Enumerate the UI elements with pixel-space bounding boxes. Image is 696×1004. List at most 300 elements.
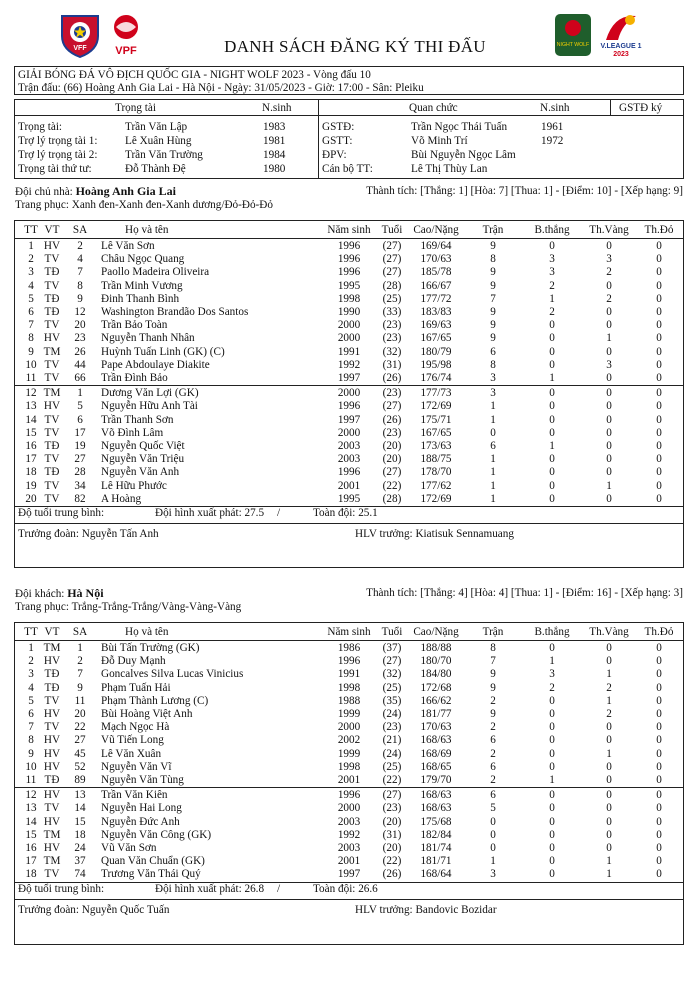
player-matches: 3 (490, 868, 496, 881)
player-height-weight: 177/73 (420, 387, 452, 400)
player-vt: TĐ (44, 668, 60, 681)
player-vt: TV (44, 358, 60, 371)
player-vt: TV (44, 694, 60, 707)
player-name: Nguyễn Văn Anh (101, 466, 180, 479)
player-sa: 27 (74, 734, 86, 747)
player-height-weight: 180/79 (420, 345, 452, 358)
player-red-cards: 0 (656, 400, 662, 413)
player-sa: 45 (74, 747, 86, 760)
vleague-logo-year: 2023 (613, 51, 629, 58)
player-matches: 9 (490, 266, 496, 279)
column-header-sa: SA (72, 224, 88, 236)
player-vt: HV (43, 708, 61, 720)
player-goals: 1 (549, 440, 555, 452)
manager-divider (15, 899, 683, 900)
player-birth-year: 1996 (337, 789, 361, 802)
home-player-table (14, 220, 684, 568)
player-name: Lê Văn Sơn (101, 240, 155, 252)
player-birth-year: 2000 (337, 802, 361, 815)
player-goals: 0 (549, 492, 555, 505)
player-name: Goncalves Silva Lucas Vinicius (101, 668, 244, 681)
player-age: (20) (382, 453, 402, 466)
player-red-cards: 0 (656, 279, 662, 292)
player-yellow-cards: 1 (606, 855, 612, 868)
player-height-weight: 172/68 (420, 681, 452, 694)
player-tt: 7 (28, 721, 34, 734)
player-height-weight: 195/98 (420, 358, 452, 371)
player-age: (37) (382, 642, 402, 654)
average-age-starters: Đội hình xuất phát: 26.8 (155, 882, 265, 895)
player-age: (23) (382, 721, 402, 734)
player-matches: 0 (490, 815, 496, 828)
player-tt: 16 (25, 440, 37, 452)
player-yellow-cards: 0 (606, 721, 612, 734)
player-sa: 52 (74, 760, 86, 773)
player-red-cards: 0 (656, 789, 662, 802)
player-yellow-cards: 2 (606, 681, 612, 694)
player-vt: TĐ (44, 681, 60, 694)
player-name: Phạm Thành Lương (C) (101, 694, 209, 707)
player-height-weight: 166/62 (420, 694, 452, 707)
column-header-name: Họ và tên (125, 224, 169, 236)
player-vt: HV (43, 842, 61, 854)
player-birth-year: 2003 (337, 440, 361, 452)
player-birth-year: 1998 (337, 760, 361, 773)
vpf-logo (108, 12, 144, 58)
player-yellow-cards: 2 (606, 708, 612, 720)
player-sa: 20 (74, 708, 86, 720)
column-header-height-weight: Cao/Nặng (413, 626, 459, 638)
player-age: (35) (382, 694, 402, 707)
starters-subs-divider (15, 787, 683, 788)
player-birth-year: 2003 (337, 842, 361, 854)
player-tt: 8 (28, 332, 34, 345)
player-matches: 5 (490, 802, 496, 815)
player-red-cards: 0 (656, 492, 662, 505)
player-yellow-cards: 0 (606, 828, 612, 841)
player-red-cards: 0 (656, 479, 662, 492)
officials-header-nsinh-2: N.sinh (540, 102, 570, 114)
player-red-cards: 0 (656, 372, 662, 384)
player-name: Bùi Hoàng Việt Anh (101, 708, 193, 720)
player-height-weight: 168/64 (420, 868, 452, 881)
player-goals: 0 (549, 802, 555, 815)
player-sa: 6 (77, 413, 83, 426)
player-vt: TM (43, 345, 61, 358)
official-birth-year-2: 1972 (541, 135, 564, 147)
player-age: (27) (382, 655, 402, 668)
player-red-cards: 0 (656, 668, 662, 681)
player-tt: 13 (25, 400, 37, 413)
player-tt: 6 (28, 306, 34, 318)
player-tt: 16 (25, 842, 37, 854)
player-yellow-cards: 0 (606, 642, 612, 654)
player-sa: 17 (74, 426, 86, 439)
player-goals: 1 (549, 774, 555, 786)
player-name: Huỳnh Tuấn Linh (GK) (C) (101, 345, 225, 358)
player-vt: HV (43, 789, 61, 802)
player-tt: 12 (25, 387, 37, 400)
starters-subs-divider (15, 385, 683, 386)
vff-logo (58, 12, 102, 58)
column-header-vt: VT (44, 626, 60, 638)
player-goals: 0 (549, 721, 555, 734)
player-vt: HV (43, 332, 61, 345)
player-name: Châu Ngọc Quang (101, 253, 185, 266)
player-age: (31) (382, 358, 402, 371)
home-team-name: Hoàng Anh Gia Lai (75, 184, 176, 198)
player-matches: 2 (490, 694, 496, 707)
player-goals: 2 (549, 306, 555, 318)
player-tt: 9 (28, 345, 34, 358)
official-name: Lê Xuân Hùng (125, 135, 192, 147)
player-name: Đỗ Duy Mạnh (101, 655, 166, 668)
player-red-cards: 0 (656, 266, 662, 279)
player-height-weight: 172/69 (420, 400, 452, 413)
player-yellow-cards: 2 (606, 292, 612, 305)
player-height-weight: 181/74 (420, 842, 452, 854)
player-sa: 1 (77, 387, 83, 400)
player-goals: 0 (549, 747, 555, 760)
player-sa: 13 (74, 789, 86, 802)
official-name-2: Trần Ngọc Thái Tuấn (411, 121, 508, 133)
player-height-weight: 181/71 (420, 855, 452, 868)
player-sa: 1 (77, 642, 83, 654)
player-age: (25) (382, 760, 402, 773)
player-matches: 1 (490, 453, 496, 466)
player-vt: TV (44, 453, 60, 466)
player-sa: 66 (74, 372, 86, 384)
column-header-yellow-cards: Th.Vàng (589, 626, 629, 638)
player-tt: 17 (25, 855, 37, 868)
player-sa: 8 (77, 279, 83, 292)
average-age-separator: / (277, 507, 281, 519)
player-height-weight: 177/62 (420, 479, 452, 492)
player-vt: HV (43, 760, 61, 773)
player-vt: TV (44, 319, 60, 332)
document-title: DANH SÁCH ĐĂNG KÝ THI ĐẤU (224, 37, 486, 56)
player-sa: 89 (74, 774, 86, 786)
player-name: Nguyễn Văn Tùng (101, 774, 184, 786)
player-yellow-cards: 0 (606, 466, 612, 479)
player-red-cards: 0 (656, 306, 662, 318)
player-vt: HV (43, 240, 61, 252)
official-role-2: GSTT: (322, 135, 353, 147)
officials-header-nsinh: N.sinh (262, 102, 292, 114)
match-line: Trận đấu: (66) Hoàng Anh Gia Lai - Hà Nội - Ngày: 31/05/2023 - Giờ: 17:00 - Sân: Pleiku (18, 82, 424, 94)
player-red-cards: 0 (656, 734, 662, 747)
player-red-cards: 0 (656, 815, 662, 828)
player-matches: 8 (490, 253, 496, 266)
player-birth-year: 2000 (337, 332, 361, 345)
player-vt: TV (44, 479, 60, 492)
column-header-sa: SA (72, 626, 88, 638)
player-height-weight: 170/63 (420, 253, 452, 266)
player-vt: TM (43, 642, 61, 654)
player-name: Lê Văn Xuân (101, 747, 162, 760)
official-name-2: Võ Minh Trí (411, 135, 468, 147)
vleague-logo (596, 10, 646, 58)
column-header-yellow-cards: Th.Vàng (589, 224, 629, 236)
away-label: Đội khách: (15, 588, 65, 600)
average-age-starters: Đội hình xuất phát: 27.5 (155, 507, 265, 519)
player-yellow-cards: 0 (606, 372, 612, 384)
player-name: Phạm Tuấn Hải (101, 681, 171, 694)
column-header-age: Tuổi (381, 224, 403, 236)
player-age: (20) (382, 815, 402, 828)
player-height-weight: 168/69 (420, 747, 452, 760)
player-age: (26) (382, 868, 402, 881)
player-vt: TV (44, 721, 60, 734)
player-vt: TV (44, 413, 60, 426)
player-tt: 12 (25, 789, 37, 802)
player-tt: 11 (25, 372, 37, 384)
player-height-weight: 188/75 (420, 453, 452, 466)
player-age: (27) (382, 400, 402, 413)
official-role-2: Cán bộ TT: (322, 163, 373, 175)
player-goals: 0 (549, 453, 555, 466)
player-yellow-cards: 0 (606, 760, 612, 773)
player-age: (27) (382, 253, 402, 266)
column-header-goals: B.thắng (534, 224, 570, 236)
column-header-birth-year: Năm sinh (327, 626, 371, 638)
player-name: Mạch Ngọc Hà (101, 721, 170, 734)
player-yellow-cards: 0 (606, 453, 612, 466)
player-birth-year: 1996 (337, 466, 361, 479)
player-sa: 15 (74, 815, 86, 828)
team-manager: Trưởng đoàn: Nguyễn Tấn Anh (18, 528, 159, 540)
player-vt: TĐ (44, 440, 60, 452)
player-red-cards: 0 (656, 387, 662, 400)
player-birth-year: 1997 (337, 413, 361, 426)
player-goals: 0 (549, 842, 555, 854)
player-vt: TV (44, 253, 60, 266)
player-red-cards: 0 (656, 426, 662, 439)
player-red-cards: 0 (656, 319, 662, 332)
vff-logo-text: VFF (73, 45, 87, 52)
player-age: (22) (382, 774, 402, 786)
player-birth-year: 2003 (337, 453, 361, 466)
player-yellow-cards: 0 (606, 734, 612, 747)
player-age: (20) (382, 440, 402, 452)
player-goals: 0 (549, 240, 555, 252)
player-vt: TĐ (44, 266, 60, 279)
player-birth-year: 1996 (337, 400, 361, 413)
player-tt: 15 (25, 828, 37, 841)
player-yellow-cards: 3 (606, 253, 612, 266)
official-birth-year: 1983 (263, 121, 286, 133)
player-matches: 1 (490, 413, 496, 426)
player-sa: 2 (77, 240, 83, 252)
player-age: (26) (382, 372, 402, 384)
player-name: Đinh Thanh Bình (101, 292, 180, 305)
player-yellow-cards: 2 (606, 266, 612, 279)
player-birth-year: 2001 (337, 855, 361, 868)
player-birth-year: 1996 (337, 655, 361, 668)
player-matches: 9 (490, 681, 496, 694)
player-age: (27) (382, 466, 402, 479)
player-name: Trần Bảo Toàn (101, 319, 168, 332)
player-age: (24) (382, 708, 402, 720)
player-yellow-cards: 0 (606, 655, 612, 668)
player-red-cards: 0 (656, 413, 662, 426)
column-header-height-weight: Cao/Nặng (413, 224, 459, 236)
player-goals: 0 (549, 855, 555, 868)
player-name: Nguyễn Văn Công (GK) (101, 828, 212, 841)
player-name: Nguyễn Văn Vĩ (101, 760, 172, 773)
player-yellow-cards: 0 (606, 492, 612, 505)
player-matches: 6 (490, 760, 496, 773)
player-height-weight: 184/80 (420, 668, 452, 681)
player-goals: 0 (549, 319, 555, 332)
player-goals: 0 (549, 868, 555, 881)
competition-line: GIẢI BÓNG ĐÁ VÔ ĐỊCH QUỐC GIA - NIGHT WOLF 2023 - Vòng đấu 10 (18, 69, 371, 81)
column-header-matches: Trận (482, 626, 504, 638)
player-vt: TĐ (44, 292, 60, 305)
player-tt: 3 (28, 266, 34, 279)
player-birth-year: 2001 (337, 479, 361, 492)
player-goals: 0 (549, 426, 555, 439)
player-tt: 20 (25, 492, 37, 505)
player-tt: 7 (28, 319, 34, 332)
player-sa: 28 (74, 466, 86, 479)
player-height-weight: 168/63 (420, 789, 452, 802)
player-goals: 3 (549, 668, 555, 681)
player-goals: 0 (549, 642, 555, 654)
player-matches: 8 (490, 642, 496, 654)
away-record: Thành tích: [Thắng: 4] [Hòa: 4] [Thua: 1] - [Điểm: 16] - [Xếp hạng: 3] (366, 587, 683, 599)
player-yellow-cards: 0 (606, 319, 612, 332)
player-goals: 0 (549, 387, 555, 400)
player-birth-year: 1992 (337, 828, 361, 841)
player-sa: 26 (74, 345, 86, 358)
player-height-weight: 173/63 (420, 440, 452, 452)
player-red-cards: 0 (656, 760, 662, 773)
night-wolf-logo-text: NIGHT WOLF (556, 42, 590, 48)
player-birth-year: 2000 (337, 426, 361, 439)
player-matches: 8 (490, 358, 496, 371)
player-red-cards: 0 (656, 240, 662, 252)
player-vt: HV (43, 400, 61, 413)
player-goals: 0 (549, 358, 555, 371)
player-height-weight: 183/83 (420, 306, 452, 318)
player-name: Trần Đình Bảo (101, 372, 168, 384)
player-goals: 0 (549, 734, 555, 747)
player-age: (32) (382, 668, 402, 681)
player-matches: 6 (490, 440, 496, 452)
player-age: (27) (382, 266, 402, 279)
player-age: (20) (382, 842, 402, 854)
average-age-team: Toàn đội: 25.1 (313, 507, 378, 519)
player-name: Nguyễn Đức Anh (101, 815, 180, 828)
player-birth-year: 1996 (337, 266, 361, 279)
player-name: Nguyễn Quốc Việt (101, 440, 185, 452)
player-yellow-cards: 0 (606, 426, 612, 439)
player-age: (23) (382, 802, 402, 815)
player-sa: 37 (74, 855, 86, 868)
player-vt: TV (44, 868, 60, 881)
player-birth-year: 1996 (337, 240, 361, 252)
player-red-cards: 0 (656, 855, 662, 868)
player-birth-year: 1998 (337, 681, 361, 694)
player-sa: 7 (77, 668, 83, 681)
player-birth-year: 1992 (337, 358, 361, 371)
player-yellow-cards: 0 (606, 240, 612, 252)
player-yellow-cards: 1 (606, 332, 612, 345)
player-sa: 4 (77, 253, 83, 266)
player-goals: 0 (549, 332, 555, 345)
table-header-divider (15, 640, 683, 641)
player-age: (23) (382, 426, 402, 439)
away-kit: Trang phục: Trắng-Trắng-Trắng/Vàng-Vàng-Vàng (15, 601, 242, 613)
player-tt: 2 (28, 253, 34, 266)
player-red-cards: 0 (656, 453, 662, 466)
player-name: Võ Đình Lâm (101, 426, 164, 439)
player-height-weight: 179/70 (420, 774, 452, 786)
vpf-logo-text: VPF (115, 45, 137, 57)
player-red-cards: 0 (656, 747, 662, 760)
player-yellow-cards: 0 (606, 413, 612, 426)
player-sa: 34 (74, 479, 86, 492)
player-height-weight: 169/63 (420, 319, 452, 332)
player-tt: 4 (28, 279, 34, 292)
official-name: Đỗ Thành Đệ (125, 163, 186, 175)
player-red-cards: 0 (656, 708, 662, 720)
player-height-weight: 169/64 (420, 240, 452, 252)
player-birth-year: 2003 (337, 815, 361, 828)
player-yellow-cards: 1 (606, 868, 612, 881)
player-red-cards: 0 (656, 332, 662, 345)
player-name: Nguyễn Hai Long (101, 802, 182, 815)
player-red-cards: 0 (656, 358, 662, 371)
player-yellow-cards: 0 (606, 387, 612, 400)
player-age: (27) (382, 240, 402, 252)
player-red-cards: 0 (656, 842, 662, 854)
player-age: (23) (382, 387, 402, 400)
player-height-weight: 172/69 (420, 492, 452, 505)
player-age: (23) (382, 332, 402, 345)
official-birth-year-2: 1961 (541, 121, 564, 133)
player-yellow-cards: 0 (606, 789, 612, 802)
player-name: Dương Văn Lợi (GK) (101, 387, 199, 400)
away-team-label (15, 587, 104, 600)
player-birth-year: 1996 (337, 253, 361, 266)
player-height-weight: 181/77 (420, 708, 452, 720)
player-yellow-cards: 0 (606, 815, 612, 828)
player-tt: 5 (28, 694, 34, 707)
player-vt: TV (44, 426, 60, 439)
player-height-weight: 166/67 (420, 279, 452, 292)
player-yellow-cards: 1 (606, 694, 612, 707)
player-height-weight: 185/78 (420, 266, 452, 279)
player-height-weight: 180/70 (420, 655, 452, 668)
player-red-cards: 0 (656, 440, 662, 452)
player-vt: TĐ (44, 466, 60, 479)
officials-header-official: Quan chức (409, 102, 458, 114)
player-tt: 8 (28, 734, 34, 747)
column-header-birth-year: Năm sinh (327, 224, 371, 236)
player-matches: 1 (490, 400, 496, 413)
player-height-weight: 178/70 (420, 466, 452, 479)
player-birth-year: 1990 (337, 306, 361, 318)
player-yellow-cards: 0 (606, 842, 612, 854)
player-red-cards: 0 (656, 828, 662, 841)
player-birth-year: 1997 (337, 372, 361, 384)
player-age: (28) (382, 279, 402, 292)
player-age: (22) (382, 479, 402, 492)
player-sa: 7 (77, 266, 83, 279)
player-tt: 11 (25, 774, 37, 786)
